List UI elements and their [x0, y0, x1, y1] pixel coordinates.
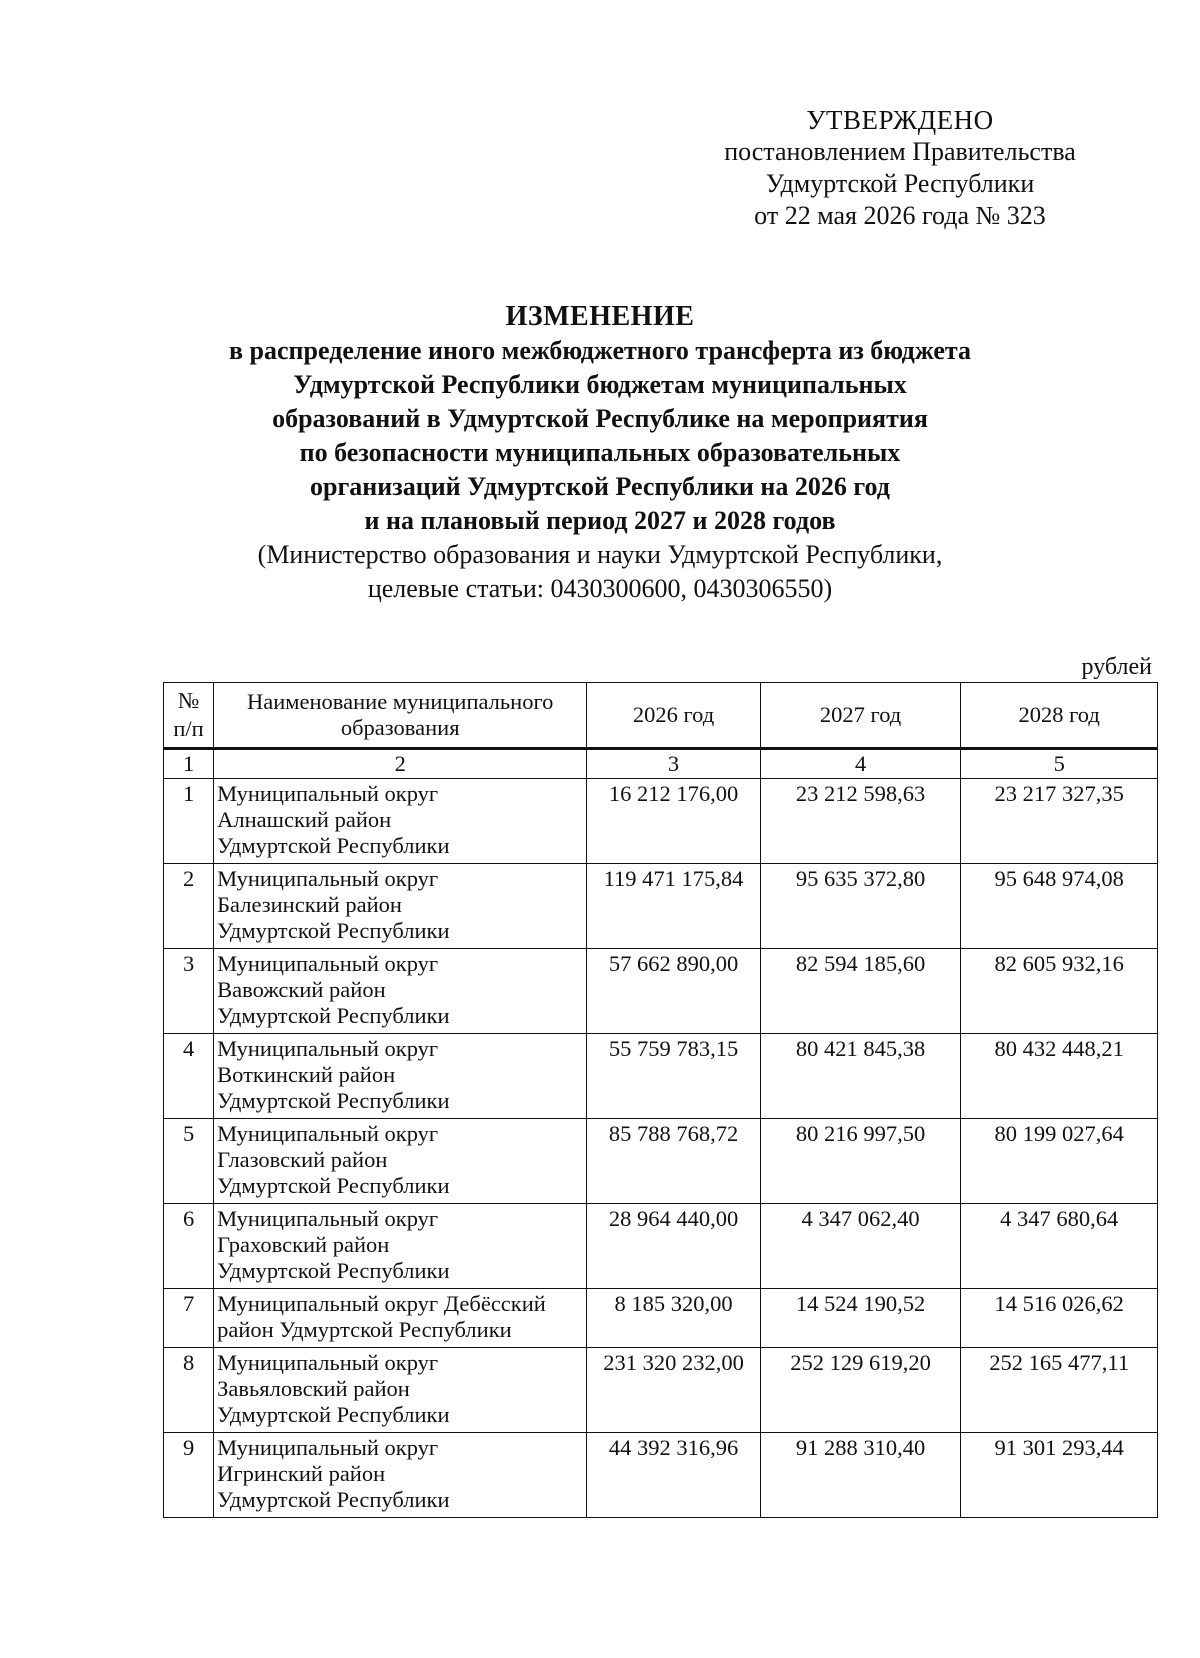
amount-2027: 4 347 062,40	[760, 1204, 961, 1289]
title-note: целевые статьи: 0430300600, 0430306550)	[367, 574, 833, 603]
amount-2026: 28 964 440,00	[587, 1204, 761, 1289]
table-row	[164, 1204, 1158, 1289]
municipality-name-line: Удмуртской Республики	[217, 1088, 450, 1113]
title-line: в распределение иного межбюджетного трансферта из бюджета	[229, 336, 971, 365]
municipality-name-line: район Удмуртской Республики	[217, 1317, 512, 1342]
units-label: рублей	[1081, 654, 1152, 680]
municipality-name-line: Муниципальный округ	[217, 1350, 439, 1375]
municipality-name	[214, 1348, 587, 1433]
approval-date: от 22 мая 2026 года № 323	[754, 201, 1046, 230]
table-row	[164, 1433, 1158, 1518]
amount-2026: 85 788 768,72	[587, 1119, 761, 1204]
municipality-name-line: Удмуртской Республики	[217, 1258, 450, 1283]
approval-line: Удмуртской Республики	[765, 169, 1035, 198]
header-2026: 2026 год	[587, 683, 761, 749]
row-number: 8	[164, 1348, 214, 1433]
municipality-name-line: Удмуртской Республики	[217, 833, 450, 858]
approval-line: постановлением Правительства	[724, 137, 1076, 166]
row-number: 1	[164, 779, 214, 864]
column-index: 5	[961, 749, 1158, 779]
header-number-line: п/п	[173, 716, 204, 741]
amount-2028: 95 648 974,08	[961, 864, 1158, 949]
amount-2026: 16 212 176,00	[587, 779, 761, 864]
amount-2028: 4 347 680,64	[961, 1204, 1158, 1289]
municipality-name	[214, 779, 587, 864]
table-row	[164, 1034, 1158, 1119]
municipality-name-line: Удмуртской Республики	[217, 1402, 450, 1427]
municipality-name-line: Удмуртской Республики	[217, 1173, 450, 1198]
title-line: по безопасности муниципальных образовательных	[299, 438, 901, 467]
header-number	[164, 683, 214, 749]
table-row	[164, 779, 1158, 864]
amount-2028: 252 165 477,11	[961, 1348, 1158, 1433]
title-main: ИЗМЕНЕНИЕ	[505, 301, 695, 332]
municipality-name-line: Муниципальный округ Дебёсский	[217, 1291, 546, 1316]
amount-2028: 82 605 932,16	[961, 949, 1158, 1034]
amount-2026: 119 471 175,84	[587, 864, 761, 949]
amount-2028: 23 217 327,35	[961, 779, 1158, 864]
municipality-name-line: Муниципальный округ	[217, 1121, 439, 1146]
amount-2028: 80 199 027,64	[961, 1119, 1158, 1204]
row-number: 4	[164, 1034, 214, 1119]
header-name-line: Наименование муниципального	[247, 689, 554, 714]
municipality-name	[214, 1034, 587, 1119]
amount-2027: 82 594 185,60	[760, 949, 961, 1034]
municipality-name	[214, 1119, 587, 1204]
column-index: 4	[760, 749, 961, 779]
table-row	[164, 1348, 1158, 1433]
title-line: образований в Удмуртской Республике на мероприятия	[272, 404, 928, 433]
municipality-name-line: Воткинский район	[217, 1062, 396, 1087]
amount-2027: 80 216 997,50	[760, 1119, 961, 1204]
municipality-name-line: Удмуртской Республики	[217, 918, 450, 943]
municipality-name	[214, 1204, 587, 1289]
amount-2027: 252 129 619,20	[760, 1348, 961, 1433]
header-number-line: №	[177, 688, 200, 713]
row-number: 3	[164, 949, 214, 1034]
column-index: 2	[214, 749, 587, 779]
header-name-line: образования	[340, 715, 460, 740]
approval-stamp	[700, 104, 1100, 232]
municipality-name-line: Вавожский район	[217, 977, 386, 1002]
municipality-name-line: Алнашский район	[217, 807, 392, 832]
amount-2028: 91 301 293,44	[961, 1433, 1158, 1518]
title-line: организаций Удмуртской Республики на 2026 год	[310, 472, 890, 501]
municipality-name	[214, 864, 587, 949]
amount-2027: 95 635 372,80	[760, 864, 961, 949]
distribution-table	[163, 682, 1158, 1518]
municipality-name	[214, 1289, 587, 1348]
municipality-name-line: Граховский район	[217, 1232, 390, 1257]
municipality-name-line: Муниципальный округ	[217, 1435, 439, 1460]
document-title	[140, 300, 1060, 606]
municipality-name-line: Удмуртской Республики	[217, 1487, 450, 1512]
municipality-name-line: Удмуртской Республики	[217, 1003, 450, 1028]
table-row	[164, 949, 1158, 1034]
table-header-row	[164, 683, 1158, 749]
amount-2027: 23 212 598,63	[760, 779, 961, 864]
column-index-row	[164, 749, 1158, 779]
municipality-name-line: Муниципальный округ	[217, 781, 439, 806]
row-number: 7	[164, 1289, 214, 1348]
amount-2028: 80 432 448,21	[961, 1034, 1158, 1119]
municipality-name-line: Балезинский район	[217, 892, 402, 917]
amount-2026: 231 320 232,00	[587, 1348, 761, 1433]
municipality-name	[214, 1433, 587, 1518]
municipality-name	[214, 949, 587, 1034]
column-index: 3	[587, 749, 761, 779]
municipality-name-line: Завьяловский район	[217, 1376, 410, 1401]
amount-2027: 91 288 310,40	[760, 1433, 961, 1518]
amount-2026: 44 392 316,96	[587, 1433, 761, 1518]
amount-2026: 55 759 783,15	[587, 1034, 761, 1119]
municipality-name-line: Муниципальный округ	[217, 1206, 439, 1231]
amount-2027: 80 421 845,38	[760, 1034, 961, 1119]
approval-heading: УТВЕРЖДЕНО	[806, 105, 994, 135]
title-line: Удмуртской Республики бюджетам муниципальных	[293, 370, 907, 399]
table-row	[164, 1119, 1158, 1204]
municipality-name-line: Муниципальный округ	[217, 1036, 439, 1061]
row-number: 5	[164, 1119, 214, 1204]
header-name	[214, 683, 587, 749]
municipality-name-line: Игринский район	[217, 1461, 386, 1486]
municipality-name-line: Муниципальный округ	[217, 951, 439, 976]
amount-2028: 14 516 026,62	[961, 1289, 1158, 1348]
header-2028: 2028 год	[961, 683, 1158, 749]
row-number: 9	[164, 1433, 214, 1518]
amount-2027: 14 524 190,52	[760, 1289, 961, 1348]
row-number: 6	[164, 1204, 214, 1289]
amount-2026: 57 662 890,00	[587, 949, 761, 1034]
column-index: 1	[164, 749, 214, 779]
title-note: (Министерство образования и науки Удмуртской Республики,	[257, 540, 943, 569]
municipality-name-line: Муниципальный округ	[217, 866, 439, 891]
row-number: 2	[164, 864, 214, 949]
municipality-name-line: Глазовский район	[217, 1147, 388, 1172]
table-row	[164, 1289, 1158, 1348]
title-line: и на плановый период 2027 и 2028 годов	[364, 506, 836, 535]
amount-2026: 8 185 320,00	[587, 1289, 761, 1348]
table-row	[164, 864, 1158, 949]
header-2027: 2027 год	[760, 683, 961, 749]
